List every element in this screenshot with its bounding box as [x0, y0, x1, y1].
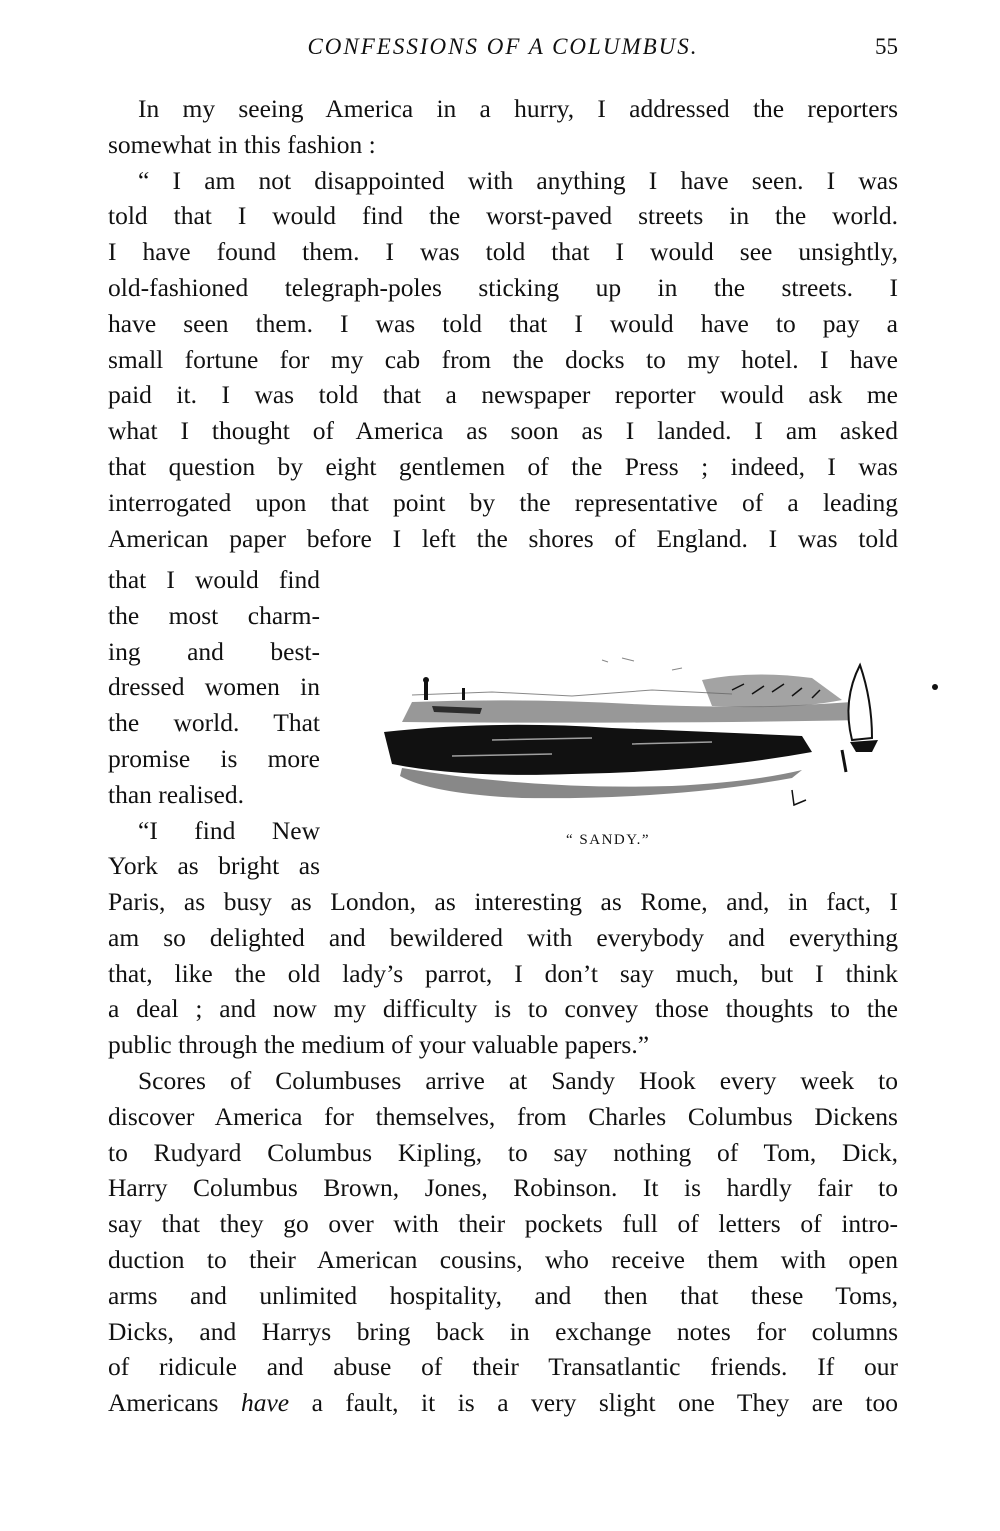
- top-text-block: [108, 91, 898, 556]
- text-line: Scores of Columbuses arrive at Sandy Hook every week to: [138, 1065, 898, 1095]
- final-line-emphasis: have: [240, 1388, 290, 1418]
- text-line: what I thought of America as soon as I landed. I am asked: [108, 416, 898, 446]
- wrapped-text-block: [108, 562, 320, 884]
- text-line: dressed women in: [108, 672, 320, 702]
- text-line: public through the medium of your valuable papers.”: [108, 1030, 650, 1060]
- text-line: that, like the old lady’s parrot, I don’t say much, but I think: [108, 958, 898, 988]
- text-line: told that I would find the worst-paved streets in the world.: [108, 201, 898, 231]
- text-line: duction to their American cousins, who receive them with open: [108, 1244, 898, 1274]
- text-line: the world. That: [108, 708, 320, 738]
- figure-caption: “ SANDY.”: [566, 832, 651, 848]
- text-line: the most charm-: [108, 600, 320, 630]
- text-line: Harry Columbus Brown, Jones, Robinson. It is hardly fair to: [108, 1173, 898, 1203]
- text-line: American paper before I left the shores of England. I was told: [108, 523, 898, 553]
- text-line: discover America for themselves, from Charles Columbus Dickens: [108, 1101, 898, 1131]
- text-line: to Rudyard Columbus Kipling, to say nothing of Tom, Dick,: [108, 1137, 898, 1167]
- text-line: “I find New: [138, 815, 320, 845]
- text-line: have seen them. I was told that I would have to pay a: [108, 308, 898, 338]
- text-line: of ridicule and abuse of their Transatlantic friends. If our: [108, 1352, 898, 1382]
- text-line: a deal ; and now my difficulty is to convey those thoughts to the: [108, 994, 898, 1024]
- text-line: In my seeing America in a hurry, I addressed the reporters: [138, 94, 898, 123]
- bottom-text-block: [108, 884, 898, 1421]
- running-title: CONFESSIONS OF A COLUMBUS.: [307, 34, 699, 59]
- text-line: arms and unlimited hospitality, and then that these Toms,: [108, 1280, 898, 1310]
- text-line: am so delighted and bewildered with everybody and everything: [108, 922, 898, 952]
- text-line: than realised.: [108, 779, 244, 809]
- page-number: 55: [875, 34, 898, 59]
- text-line: “ I am not disappointed with anything I have seen. I was: [138, 165, 898, 195]
- text-line: I have found them. I was told that I would see unsightly,: [108, 237, 898, 267]
- text-line: ing and best-: [108, 636, 320, 666]
- final-line-before: Americans: [108, 1388, 241, 1418]
- text-line: that I would find: [108, 565, 320, 594]
- ink-mark: [932, 684, 938, 690]
- text-line: Paris, as busy as London, as interesting as Rome, and, in fact, I: [108, 887, 898, 916]
- text-line: paid it. I was told that a newspaper reporter would ask me: [108, 380, 898, 410]
- text-line: that question by eight gentlemen of the Press ; indeed, I was: [108, 451, 898, 481]
- running-header: [108, 30, 898, 70]
- text-line: old-fashioned telegraph-poles sticking up in the streets. I: [108, 272, 898, 302]
- text-line: Dicks, and Harrys bring back in exchange notes for columns: [108, 1316, 898, 1346]
- text-line-final: [108, 1385, 898, 1421]
- text-line: promise is more: [108, 743, 320, 773]
- text-line: somewhat in this fashion :: [108, 129, 376, 159]
- text-line: say that they go over with their pockets full of letters of intro-: [108, 1209, 898, 1239]
- text-line: interrogated upon that point by the representative of a leading: [108, 487, 898, 517]
- final-line-after: a fault, it is a very slight one They are too: [289, 1388, 898, 1418]
- text-line: small fortune for my cab from the docks to my hotel. I have: [108, 344, 898, 374]
- text-line: York as bright as: [108, 851, 320, 881]
- sandy-illustration: [372, 640, 887, 820]
